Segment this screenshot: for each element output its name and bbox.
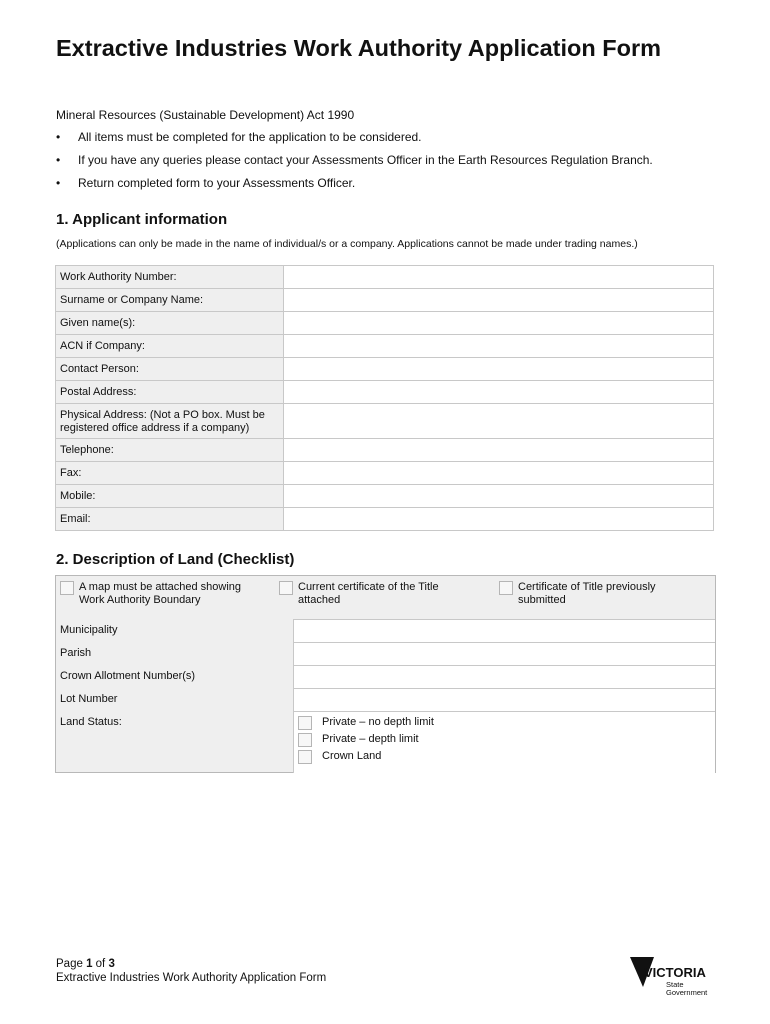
field-label: ACN if Company: — [56, 335, 284, 358]
field-label: Postal Address: — [56, 381, 284, 404]
table-row — [56, 485, 714, 508]
page-title: Extractive Industries Work Authority Application Form — [56, 35, 661, 61]
acn-input[interactable] — [284, 335, 714, 358]
section2-heading: 2. Description of Land (Checklist) — [56, 551, 295, 568]
field-label: Telephone: — [56, 439, 284, 462]
table-row — [56, 312, 714, 335]
section1-note: (Applications can only be made in the name of individual/s or a company. Applications cannot be made under trading names.) — [56, 238, 638, 250]
instructions-list — [56, 129, 653, 198]
table-row — [56, 711, 715, 772]
list-item: • Return completed form to your Assessments Officer. — [56, 176, 356, 190]
work-authority-number-input[interactable] — [284, 266, 714, 289]
field-label: Email: — [56, 508, 284, 531]
list-item: • If you have any queries please contact your Assessments Officer in the Earth Resources Regulation Branch. — [56, 153, 653, 167]
table-row — [56, 665, 715, 688]
fax-input[interactable] — [284, 462, 714, 485]
land-status-label: Land Status: — [60, 716, 122, 728]
parish-input[interactable] — [293, 642, 715, 666]
surname-input[interactable] — [284, 289, 714, 312]
postal-address-input[interactable] — [284, 381, 714, 404]
logo-line1: State — [666, 980, 684, 989]
field-label: Lot Number — [60, 693, 118, 705]
municipality-input[interactable] — [293, 619, 715, 643]
field-label: Parish — [60, 647, 92, 659]
applicant-table — [55, 265, 714, 531]
mobile-input[interactable] — [284, 485, 714, 508]
physical-address-input[interactable] — [284, 404, 714, 439]
field-label: Given name(s): — [56, 312, 284, 335]
field-label: Contact Person: — [56, 358, 284, 381]
bullet-icon: • — [56, 176, 61, 190]
lot-number-input[interactable] — [293, 688, 715, 712]
act-reference: Mineral Resources (Sustainable Development) Act 1990 — [56, 108, 355, 122]
checkbox-icon[interactable] — [298, 716, 312, 730]
table-row — [56, 266, 714, 289]
table-row — [56, 404, 714, 439]
section1-heading: 1. Applicant information — [56, 211, 228, 228]
given-names-input[interactable] — [284, 312, 714, 335]
table-row — [56, 289, 714, 312]
table-row — [56, 439, 714, 462]
table-row — [56, 335, 714, 358]
table-row — [56, 642, 715, 665]
list-item: • All items must be completed for the application to be considered. — [56, 130, 422, 144]
logo-line2: Government — [666, 988, 708, 997]
page-number: Page 1 of 3 — [56, 958, 115, 970]
crown-allotment-input[interactable] — [293, 665, 715, 689]
field-label: Surname or Company Name: — [56, 289, 284, 312]
logo-wordmark: VICTORIA — [644, 965, 706, 980]
land-status-options: Private – no depth limit Private – depth limit Crown Land — [293, 711, 715, 773]
checkbox-icon[interactable] — [279, 581, 293, 595]
page-footer — [56, 957, 326, 985]
field-label: Crown Allotment Number(s) — [60, 670, 196, 682]
footer-doc-name: Extractive Industries Work Authority Application Form — [56, 972, 327, 984]
field-label: Municipality — [60, 624, 118, 636]
table-row — [56, 508, 714, 531]
table-row — [56, 619, 715, 642]
telephone-input[interactable] — [284, 439, 714, 462]
table-row — [56, 462, 714, 485]
checkbox-icon[interactable] — [60, 581, 74, 595]
table-row — [56, 358, 714, 381]
table-row — [56, 381, 714, 404]
checkbox-icon[interactable] — [499, 581, 513, 595]
field-label: Physical Address: (Not a PO box. Must be registered office address if a company) — [56, 404, 284, 439]
table-row — [56, 688, 715, 711]
field-label: Work Authority Number: — [56, 266, 284, 289]
checkbox-icon[interactable] — [298, 750, 312, 764]
bullet-icon: • — [56, 153, 61, 167]
victoria-state-government-logo — [628, 955, 714, 999]
email-input[interactable] — [284, 508, 714, 531]
bullet-icon: • — [56, 130, 61, 144]
field-label: Mobile: — [56, 485, 284, 508]
land-description-box: A map must be attached showing Work Authority Boundary Current certificate of the Title attached Certificate of Title previously submitted Municipality Parish Crown Allotment Number(s) Lot Number Land Status: Private – no depth limit Private – depth limit Crown Land — [55, 575, 716, 773]
checkbox-icon[interactable] — [298, 733, 312, 747]
field-label: Fax: — [56, 462, 284, 485]
contact-person-input[interactable] — [284, 358, 714, 381]
